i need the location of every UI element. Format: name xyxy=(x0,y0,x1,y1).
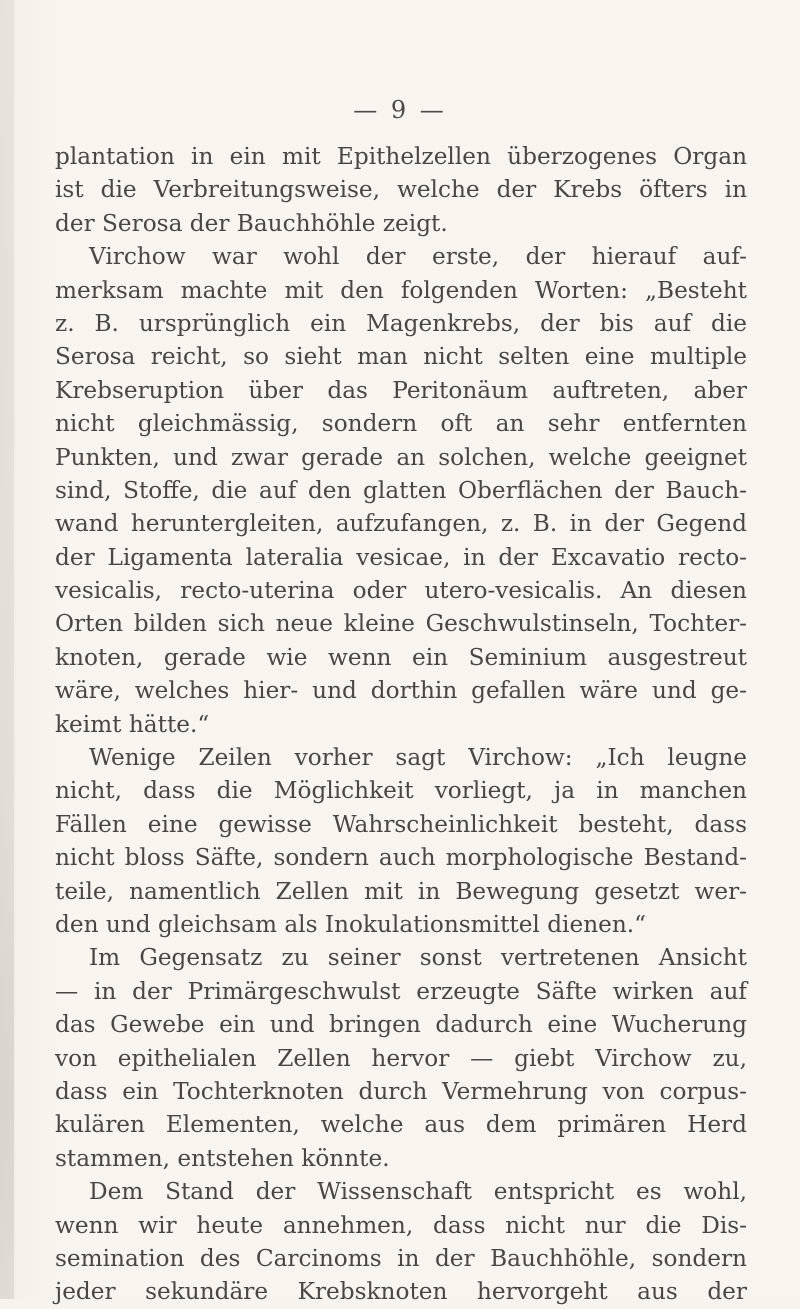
text-line: stammen, entstehen könnte. xyxy=(55,1144,390,1172)
text-line: nicht bloss Säfte, sondern auch morphologische Bestand- xyxy=(55,844,747,872)
text-line: Fällen eine gewisse Wahrscheinlichkeit besteht, dass xyxy=(55,810,747,838)
text-line: das Gewebe ein und bringen dadurch eine Wucherung xyxy=(55,1011,747,1039)
text-line: wäre, welches hier- und dorthin gefallen wäre und ge- xyxy=(55,677,747,705)
text-line: merksam machte mit den folgenden Worten: „Besteht xyxy=(55,276,747,304)
text-line: sind, Stoffe, die auf den glatten Oberflächen der Bauch- xyxy=(55,476,747,504)
page-number: — 9 — xyxy=(353,96,447,124)
text-line: Wenige Zeilen vorher sagt Virchow: „Ich leugne xyxy=(89,744,747,772)
text-line: plantation in ein mit Epithelzellen überzogenes Organ xyxy=(55,143,747,170)
text-line: Serosa reicht, so sieht man nicht selten eine multiple xyxy=(55,343,747,371)
text-line: knoten, gerade wie wenn ein Seminium ausgestreut xyxy=(55,643,747,671)
text-line: nicht, dass die Möglichkeit vorliegt, ja in manchen xyxy=(55,777,747,805)
text-line: kulären Elementen, welche aus dem primären Herd xyxy=(55,1111,747,1139)
text-line: teile, namentlich Zellen mit in Bewegung gesetzt wer- xyxy=(55,877,747,905)
text-line: z. B. ursprünglich ein Magenkrebs, der bis auf die xyxy=(55,309,747,337)
text-line: keimt hätte.“ xyxy=(55,710,210,738)
text-line: vesicalis, recto-uterina oder utero-vesicalis. An diesen xyxy=(55,577,747,605)
text-line: Virchow war wohl der erste, der hierauf auf- xyxy=(89,243,747,271)
text-line: Dem Stand der Wissenschaft entspricht es wohl, xyxy=(89,1178,747,1206)
text-line: Krebseruption über das Peritonäum auftreten, aber xyxy=(55,376,747,404)
text-line: wand heruntergleiten, aufzufangen, z. B. in der Gegend xyxy=(55,510,747,538)
text-line: dass ein Tochterknoten durch Vermehrung von corpus- xyxy=(55,1077,747,1105)
body-text xyxy=(55,140,747,1309)
text-line: Punkten, und zwar gerade an solchen, welche geeignet xyxy=(55,443,747,471)
text-line: von epithelialen Zellen hervor — giebt Virchow zu, xyxy=(55,1044,747,1072)
text-line: wenn wir heute annehmen, dass nicht nur die Dis- xyxy=(55,1211,747,1239)
text-line: semination des Carcinoms in der Bauchhöhle, sondern xyxy=(55,1244,747,1272)
text-line: — in der Primärgeschwulst erzeugte Säfte wirken auf xyxy=(55,977,747,1005)
text-line: nicht gleichmässig, sondern oft an sehr entfernten xyxy=(55,410,747,438)
text-line: den und gleichsam als Inokulationsmittel dienen.“ xyxy=(55,910,647,938)
text-line: der Serosa der Bauchhöhle zeigt. xyxy=(55,209,448,237)
text-line: der Ligamenta lateralia vesicae, in der Excavatio recto- xyxy=(55,543,747,571)
text-line: Orten bilden sich neue kleine Geschwulstinseln, Tochter- xyxy=(55,610,747,638)
page-edge-shadow xyxy=(0,0,14,1299)
text-line: jeder sekundäre Krebsknoten hervorgeht aus der xyxy=(55,1278,747,1306)
text-line: ist die Verbreitungsweise, welche der Krebs öfters in xyxy=(55,176,747,204)
text-line: Im Gegensatz zu seiner sonst vertretenen Ansicht xyxy=(89,944,747,972)
